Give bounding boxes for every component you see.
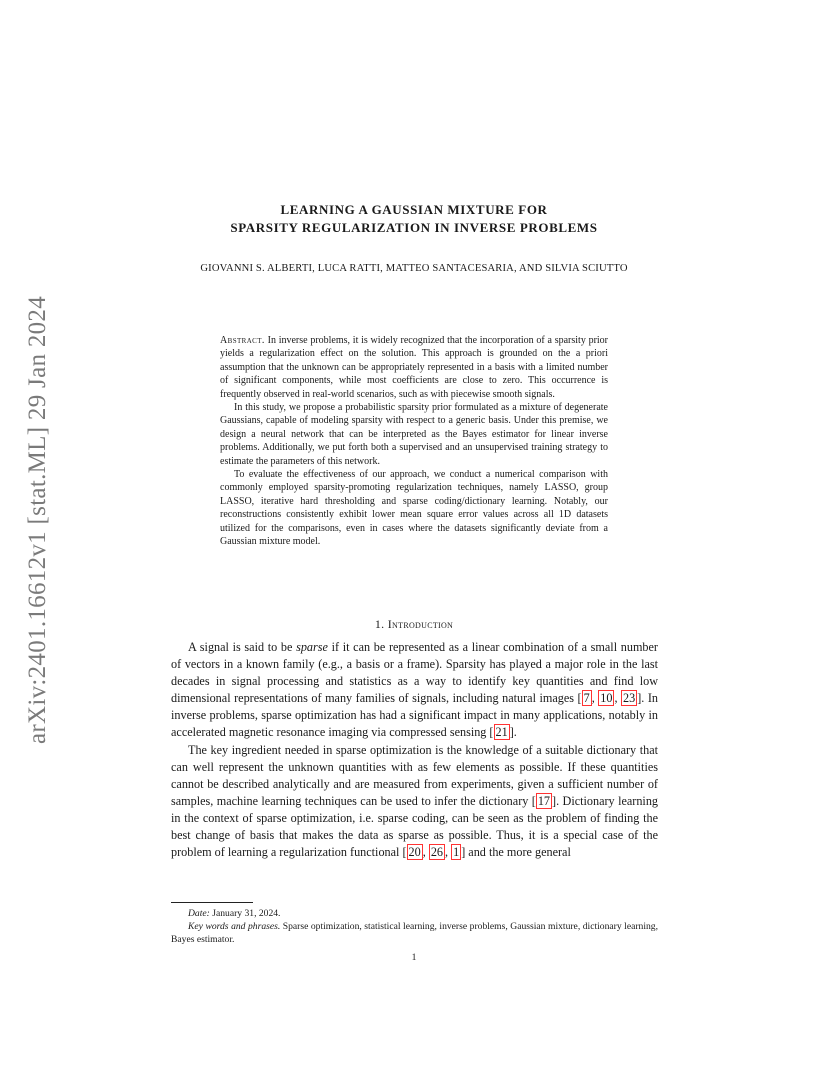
citation-link[interactable]: 10 <box>600 691 613 706</box>
arxiv-identifier: arXiv:2401.16612v1 [stat.ML] 29 Jan 2024 <box>24 295 51 745</box>
footnotes <box>171 907 658 946</box>
paper-title <box>170 201 658 237</box>
citation-link[interactable]: 21 <box>495 725 508 740</box>
citation-separator: , <box>614 691 622 706</box>
section-heading <box>170 617 658 632</box>
footnote-rule <box>171 902 253 903</box>
body-paragraph-1 <box>171 639 658 742</box>
citation-separator: , <box>422 845 429 860</box>
footnote-date <box>171 907 658 920</box>
body-text-run: ]. Dictionary learning in the context of sparse optimization, i.e. sparse coding, can be seen as the problem of finding the best change of basis that makes the data as sparse as possible. Thus, it is a special case of the problem of learning a regularization functional [ <box>171 793 659 860</box>
keywords-value: Sparse optimization, statistical learning, inverse problems, Gaussian mixture, dictionary learning, Bayes estimator. <box>171 921 658 945</box>
abstract-heading: Abstract. <box>220 335 265 346</box>
date-value: January 31, 2024. <box>209 908 281 919</box>
body-text <box>171 639 658 861</box>
citation-link[interactable]: 7 <box>583 691 590 706</box>
footnote-keywords <box>171 920 658 946</box>
citation-link[interactable]: 23 <box>623 691 636 706</box>
abstract-paragraph-3: To evaluate the effectiveness of our approach, we conduct a numerical comparison with commonly employed sparsity-promoting regularization techniques, namely LASSO, group LASSO, iterative hard thresholding and sparse coding/dictionary learning. Notably, our reconstructions consistently exhibit lower mean square error values across all 1D datasets utilized for the comparisons, even in cases where the datasets significantly deviate from a Gaussian mixture model. <box>220 469 608 548</box>
body-text-run: A signal is said to be <box>188 640 297 654</box>
page-number: 1 <box>411 952 417 963</box>
section-title: Introduction <box>387 617 454 631</box>
citation-link[interactable]: 20 <box>408 845 421 860</box>
abstract-paragraph-2: In this study, we propose a probabilistic sparsity prior formulated as a mixture of degenerate Gaussians, capable of modeling sparsity with respect to a generic basis. Under this premise, we design a neural network that can be interpreted as the Bayes estimator for linear inverse problems. Additionally, we put forth both a supervised and an unsupervised training strategy to estimate the parameters of this network. <box>220 402 608 467</box>
abstract <box>220 334 608 549</box>
title-line-2: SPARSITY REGULARIZATION IN INVERSE PROBLEMS <box>230 220 598 235</box>
author-list: GIOVANNI S. ALBERTI, LUCA RATTI, MATTEO SANTACESARIA, AND SILVIA SCIUTTO <box>200 263 628 274</box>
body-text-run: ]. <box>509 725 517 740</box>
section-number: 1. <box>374 617 385 631</box>
citation-separator: , <box>445 845 452 860</box>
body-text-run: ] and the more general <box>461 845 571 860</box>
body-text-run: ]. In inverse problems, sparse optimization has had a significant impact in many applications, notably in accelerated magnetic resonance imaging via compressed sensing [ <box>171 691 659 740</box>
citation-link[interactable]: 26 <box>430 845 444 860</box>
title-line-1: LEARNING A GAUSSIAN MIXTURE FOR <box>280 202 548 217</box>
body-text-run: The key ingredient needed in sparse optimization is the knowledge of a suitable dictionary that can well represent the unknown quantities with as few elements as possible. If these quantities cannot be described analytically and are measured from experiments, given a sufficient number of samples, machine learning techniques can be used to infer the dictionary [ <box>171 742 658 808</box>
abstract-paragraph-1 <box>220 334 608 401</box>
body-text-run: if it can be represented as a linear combination of a small number of vectors in a known family (e.g., a basis or a frame). Sparsity has played a major role in the last decades in signal processing and statistics as a way to identify key quantities and find low dimensional representations of many families of signals, including natural images [ <box>171 640 658 706</box>
abstract-text-1: In inverse problems, it is widely recognized that the incorporation of a sparsity prior yields a regularization effect on the solution. This approach is grounded on the a priori assumption that the unknown can be appropriately represented in a basis with a limited number of significant components, while most coefficients are close to zero. This occurrence is frequently observed in real-world scenarios, such as with piecewise smooth signals. <box>220 335 609 400</box>
keywords-label: Key words and phrases. <box>188 921 281 932</box>
arxiv-side-stamp <box>18 290 58 750</box>
body-paragraph-2 <box>171 742 658 862</box>
date-label: Date: <box>188 908 210 919</box>
emphasis-sparse: sparse <box>296 640 328 654</box>
citation-separator: , <box>591 691 599 706</box>
citation-link[interactable]: 1 <box>453 845 460 860</box>
citation-link[interactable]: 17 <box>537 793 551 808</box>
